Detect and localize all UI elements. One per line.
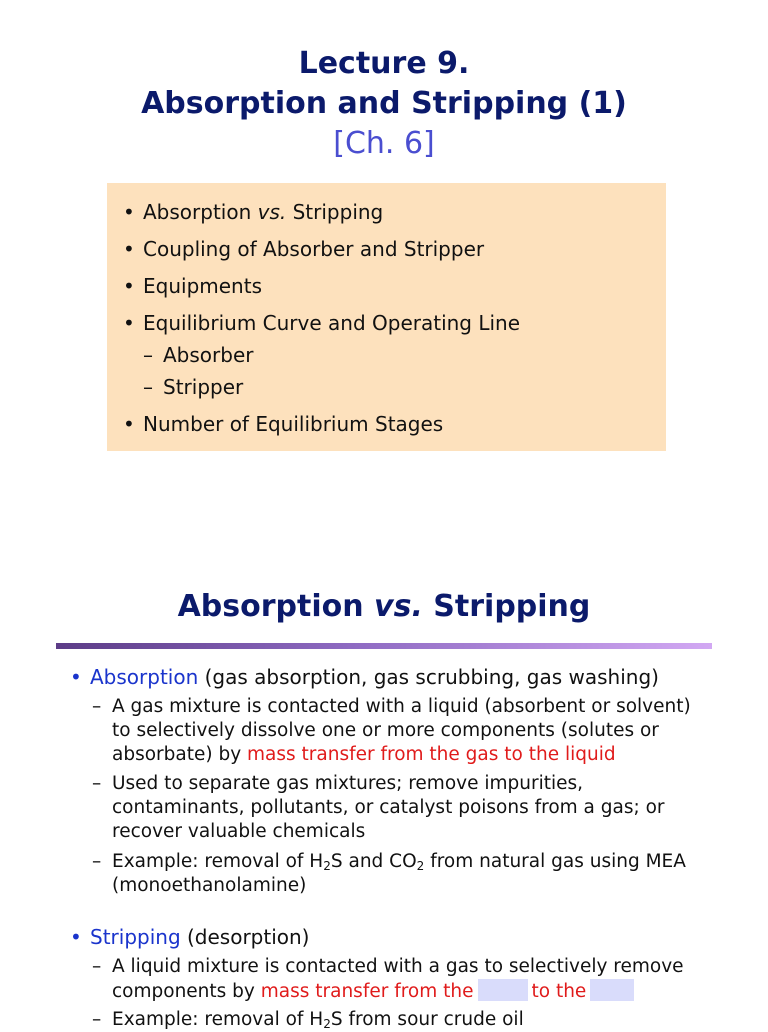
absorption-def-line2: to selectively dissolve one or more components (solutes or — [112, 720, 659, 741]
subscript: 2 — [323, 1017, 331, 1031]
subscript: 2 — [323, 859, 331, 873]
outline-text: Equipments — [143, 274, 262, 298]
absorption-use-line1 — [92, 772, 583, 796]
slide-lecture-title — [0, 0, 768, 512]
outline-text: Stripping — [286, 200, 384, 224]
text: components by — [112, 981, 261, 1002]
absorption-heading — [70, 665, 659, 689]
bullet-icon: • — [123, 311, 135, 335]
outline-item-absorption-vs-stripping — [123, 199, 383, 225]
text: A liquid mixture is contacted with a gas to selectively remove — [112, 956, 684, 977]
absorption-def-line3 — [112, 743, 616, 767]
title-divider — [56, 643, 712, 649]
dash-icon: – — [92, 696, 102, 717]
text: A gas mixture is contacted with a liquid (absorbent or solvent) — [112, 696, 691, 717]
dash-icon: – — [143, 343, 153, 367]
outline-item-equilibrium-curve — [123, 310, 520, 336]
absorption-term: Absorption — [90, 665, 199, 689]
outline-item-coupling — [123, 236, 484, 262]
outline-text: Absorber — [163, 343, 254, 367]
absorption-term-rest: (gas absorption, gas scrubbing, gas washing) — [198, 665, 659, 689]
title-emphasis: vs. — [374, 589, 423, 624]
bullet-icon: • — [123, 412, 135, 436]
dash-icon: – — [92, 773, 102, 794]
absorption-use-line3: recover valuable chemicals — [112, 821, 366, 842]
outline-subitem-absorber — [143, 342, 253, 368]
lecture-title-line1: Lecture 9. — [298, 46, 470, 81]
bullet-icon: • — [70, 925, 82, 949]
lecture-title-line2: Absorption and Stripping (1) — [141, 86, 627, 121]
bullet-icon: • — [123, 237, 135, 261]
text: absorbate) by — [112, 744, 248, 765]
dash-icon: – — [92, 1009, 102, 1030]
outline-item-equipments — [123, 273, 262, 299]
outline-subitem-stripper — [143, 374, 243, 400]
title-text: Absorption — [177, 589, 375, 624]
bullet-icon: • — [123, 274, 135, 298]
slide-absorption-vs-stripping — [0, 512, 768, 1031]
fill-in-blank — [478, 979, 528, 1001]
absorption-example-line1 — [92, 850, 686, 874]
text: S from sour crude oil — [330, 1009, 524, 1030]
absorption-use-line2: contaminants, pollutants, or catalyst poisons from a gas; or — [112, 797, 665, 818]
outline-text-emphasis: vs. — [257, 200, 287, 224]
outline-text: Stripper — [163, 375, 244, 399]
text: Example: removal of H — [112, 851, 324, 872]
subscript: 2 — [416, 859, 425, 873]
stripping-example-line1 — [92, 1008, 524, 1032]
stripping-term-rest: (desorption) — [180, 925, 310, 949]
outline-text: Absorption — [143, 200, 258, 224]
slide-title — [0, 589, 768, 625]
bullet-icon: • — [123, 200, 135, 224]
text: Example: removal of H — [112, 1009, 324, 1030]
dash-icon: – — [143, 375, 153, 399]
outline-item-equilibrium-stages — [123, 411, 443, 437]
text: S and CO — [330, 851, 417, 872]
outline-text: Equilibrium Curve and Operating Line — [143, 311, 521, 335]
mass-transfer-highlight: mass transfer from the gas to the liquid — [247, 744, 616, 765]
stripping-heading — [70, 925, 310, 949]
mass-transfer-highlight: to the — [531, 981, 587, 1002]
outline-text: Number of Equilibrium Stages — [143, 412, 444, 436]
outline-box — [107, 183, 666, 451]
absorption-def-line1 — [92, 695, 691, 719]
fill-in-blank — [590, 979, 634, 1001]
absorption-example-line2: (monoethanolamine) — [112, 875, 307, 896]
text: from natural gas using MEA — [424, 851, 686, 872]
stripping-term: Stripping — [90, 925, 181, 949]
outline-text: Coupling of Absorber and Stripper — [143, 237, 485, 261]
chapter-reference: [Ch. 6] — [333, 126, 435, 161]
text: Used to separate gas mixtures; remove impurities, — [112, 773, 584, 794]
title-text: Stripping — [422, 589, 591, 624]
dash-icon: – — [92, 851, 102, 872]
bullet-icon: • — [70, 665, 82, 689]
stripping-def-line1 — [92, 955, 684, 979]
mass-transfer-highlight: mass transfer from the — [260, 981, 474, 1002]
dash-icon: – — [92, 956, 102, 977]
stripping-def-line2 — [112, 979, 638, 1004]
